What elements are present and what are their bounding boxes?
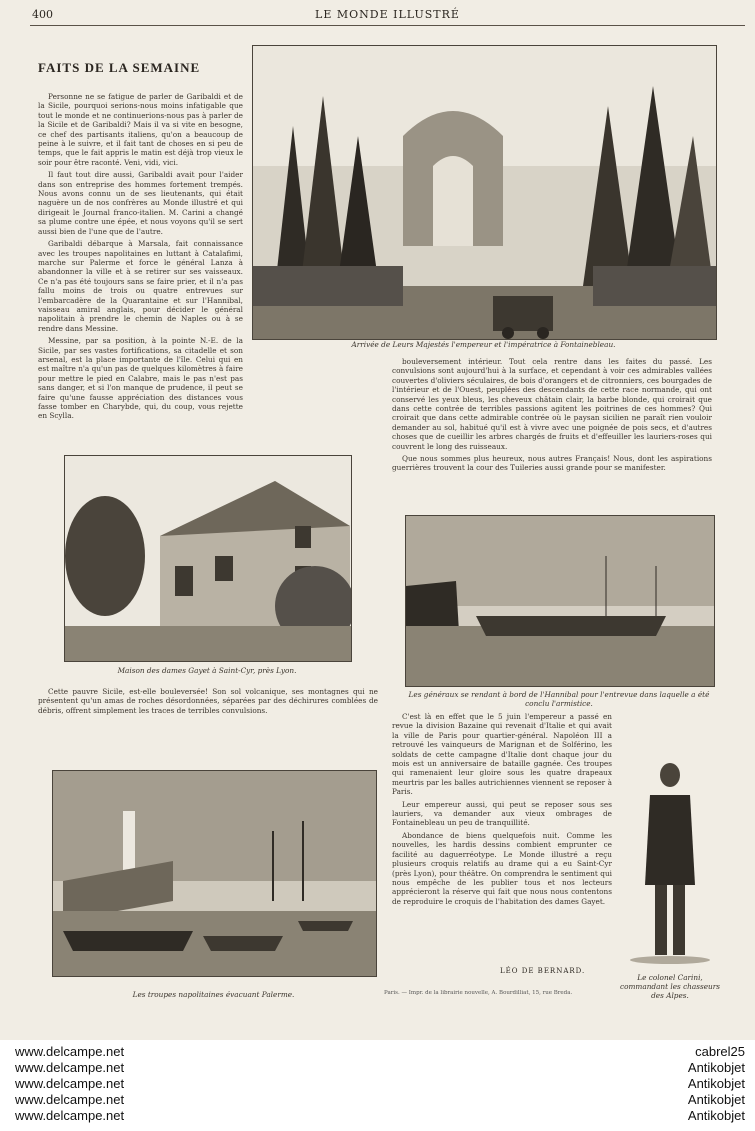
caption-maison-gayet: Maison des dames Gayet à Saint-Cyr, près Lyon. <box>117 666 297 675</box>
caption-palerme: Les troupes napolitaines évacuant Palerme. <box>132 990 295 999</box>
footer-seller-list <box>610 1044 745 1124</box>
page-number: 400 <box>32 8 53 21</box>
paragraph: Que nous sommes plus heureux, nous autres Français! Nous, dont les aspirations guerrières trouvent la cour des Tuileries aussi grande pour se manifester. <box>392 454 712 473</box>
paragraph: Personne ne se fatigue de parler de Garibaldi et de la Sicile, pourquoi serions-nous moins infatigable que tout le monde et ne continuerions-nous pas à parler de la Sicile et de Garibaldi? Mais il va si vite en besogne, ce chef des partisants italiens, qu'on a beaucoup de peine à le suivre, et il fait tant de choses en si peu de temps, que le fait appris le matin est déjà trop vieux le soir pour être raconté. Veni, vidi, vici. <box>38 92 243 167</box>
website-link[interactable]: www.delcampe.net <box>15 1076 125 1091</box>
newspaper-title: LE MONDE ILLUSTRÉ <box>315 8 460 21</box>
article-column-right-lower <box>392 712 612 962</box>
caption-carini: Le colonel Carini, commandant les chasseurs des Alpes. <box>620 973 720 1000</box>
paragraph: bouleversement intérieur. Tout cela rentre dans les faites du passé. Les convulsions sont aujourd'hui à la surface, et cependant à voir ces admirables vallées couvertes d'oliviers séculaires, de bois d'orangers et de citronniers, ces bourgades de l'intérieur et de l'Ouest, peuplées des descendants de cette race normande, qui ont conservé les yeux bleus, les cheveux châtain clair, la barbe blonde, qui croirait que dans cette contrée de terribles passions agitent les poitrines de ces hommes? Qui croirait que dans cette admirable contrée où le paysan sicilien ne paraît rien vouloir demander au sol, habitué qu'il est à vivre avec une poignée de pois secs, et d'autres choses que de cueillir les arbres chargés de fruits et d'effeuiller les lauriers-roses qui couvrent le long des ruisseaux. <box>392 357 712 451</box>
engraving-fontainebleau <box>252 45 717 340</box>
article-signature: LÉO DE BERNARD. <box>500 967 586 975</box>
article-column-left-continued <box>38 687 378 757</box>
seller-name: cabrel25 <box>695 1044 745 1059</box>
article-column-left <box>38 92 243 447</box>
website-link[interactable]: www.delcampe.net <box>15 1092 125 1107</box>
seller-name: Antikobjet <box>687 1108 745 1123</box>
footer-website-list <box>15 1044 315 1124</box>
paragraph: Cette pauvre Sicile, est-elle bouleversée! Son sol volcanique, ses montagnes qui ne présentent qu'un amas de roches désordonnées, séparées par des déchirures comblées de débris, offrent simplement les traces de terribles convulsions. <box>38 687 378 715</box>
website-link[interactable]: www.delcampe.net <box>15 1108 125 1123</box>
seller-name: Antikobjet <box>687 1060 745 1075</box>
caption-fontainebleau: Arrivée de Leurs Majestés l'empereur et l'impératrice à Fontainebleau. <box>351 340 616 349</box>
paragraph: Il faut tout dire aussi, Garibaldi avait pour l'aider dans son entreprise des hommes fortement trempés. Nous avons connu un de ses lieutenants, qui était naguère un de nos confrères au Monde illustré et qui dirigeait le Journal franco-italien. M. Carini a changé sa plume contre une épée, et nous voyons qu'il se sert aussi bien de l'une que de l'autre. <box>38 170 243 236</box>
imprint-line: Paris. — Impr. de la librairie nouvelle, A. Bourdilliat, 15, rue Breda. <box>384 990 573 996</box>
article-column-right <box>392 357 712 507</box>
engraving-maison-gayet <box>64 455 352 662</box>
paragraph: C'est là en effet que le 5 juin l'empereur a passé en revue la division Bazaine qui revenait d'Italie et qui avait la ville de Paris pour quartier-général. Napoléon III a retrouvé les vainqueurs de Marignan et de Solférino, les soldats de cette campagne d'Italie dont chaque jour du mois est un anniversaire de bataille gagnée. Ces troupes qui ramenaient leur gloire sous les quatre drapeaux meurtris par les balles autrichiennes viennent se reposer à Paris. <box>392 712 612 797</box>
paragraph: Garibaldi débarque à Marsala, fait connaissance avec les troupes napolitaines en luttant à Catalafimi, marche sur Palerme et force le général Lanza à abandonner la ville et à se retirer sur ses vaisseaux. Ce n'a pas été toujours sans se faire prier, et il n'a pas fallu moins de trois ou quatre entrevues sur l'embarcadère de la Quarantaine et sur l'Hannibal, vaisseau amiral anglais, pour décider le général napolitain à prendre le chemin de Naples ou à se rendre dans Messine. <box>38 239 243 333</box>
engraving-palerme <box>52 770 377 977</box>
caption-hannibal: Les généraux se rendant à bord de l'Hannibal pour l'entrevue dans laquelle a été conclu l'armistice. <box>408 690 710 708</box>
engraving-hannibal <box>405 515 715 687</box>
seller-name: Antikobjet <box>687 1092 745 1107</box>
section-heading: FAITS DE LA SEMAINE <box>38 60 201 75</box>
seller-name: Antikobjet <box>687 1076 745 1091</box>
website-link[interactable]: www.delcampe.net <box>15 1044 125 1059</box>
website-link[interactable]: www.delcampe.net <box>15 1060 125 1075</box>
paragraph: Messine, par sa position, à la pointe N.-E. de la Sicile, par ses vastes fortifications, sa citadelle et son arsenal, est la place importante de l'île. Celui qui en est maître n'a qu'un pas de quelques kilomètres à faire pour mettre le pied en Calabre, mais le pas n'est pas sans danger, et si l'on manque de prudence, il peut se faire qu'une fausse appréciation des distances vous fasse tomber en Charybde, qui, du coup, vous rejette en Scylla. <box>38 336 243 421</box>
paragraph: Abondance de biens quelquefois nuit. Comme les nouvelles, les hardis dessins combient emprunter ce facilité au daguerréotype. Le Monde illustré a reçu plusieurs croquis relatifs au drame qui a eu Saint-Cyr (près Lyon), pour théâtre. On comprendra le sentiment qui nous empêche de les publier tous et nos lecteurs apprécieront la réserve qui fait que nous nous contentons de reproduire le croquis de l'habitation des dames Gayet. <box>392 830 612 906</box>
page-header <box>30 5 745 26</box>
portrait-carini <box>620 755 720 965</box>
paragraph: Leur empereur aussi, qui peut se reposer sous ses lauriers, va demander aux vieux ombrages de Fontainebleau un peu de tranquillité. <box>392 799 612 828</box>
